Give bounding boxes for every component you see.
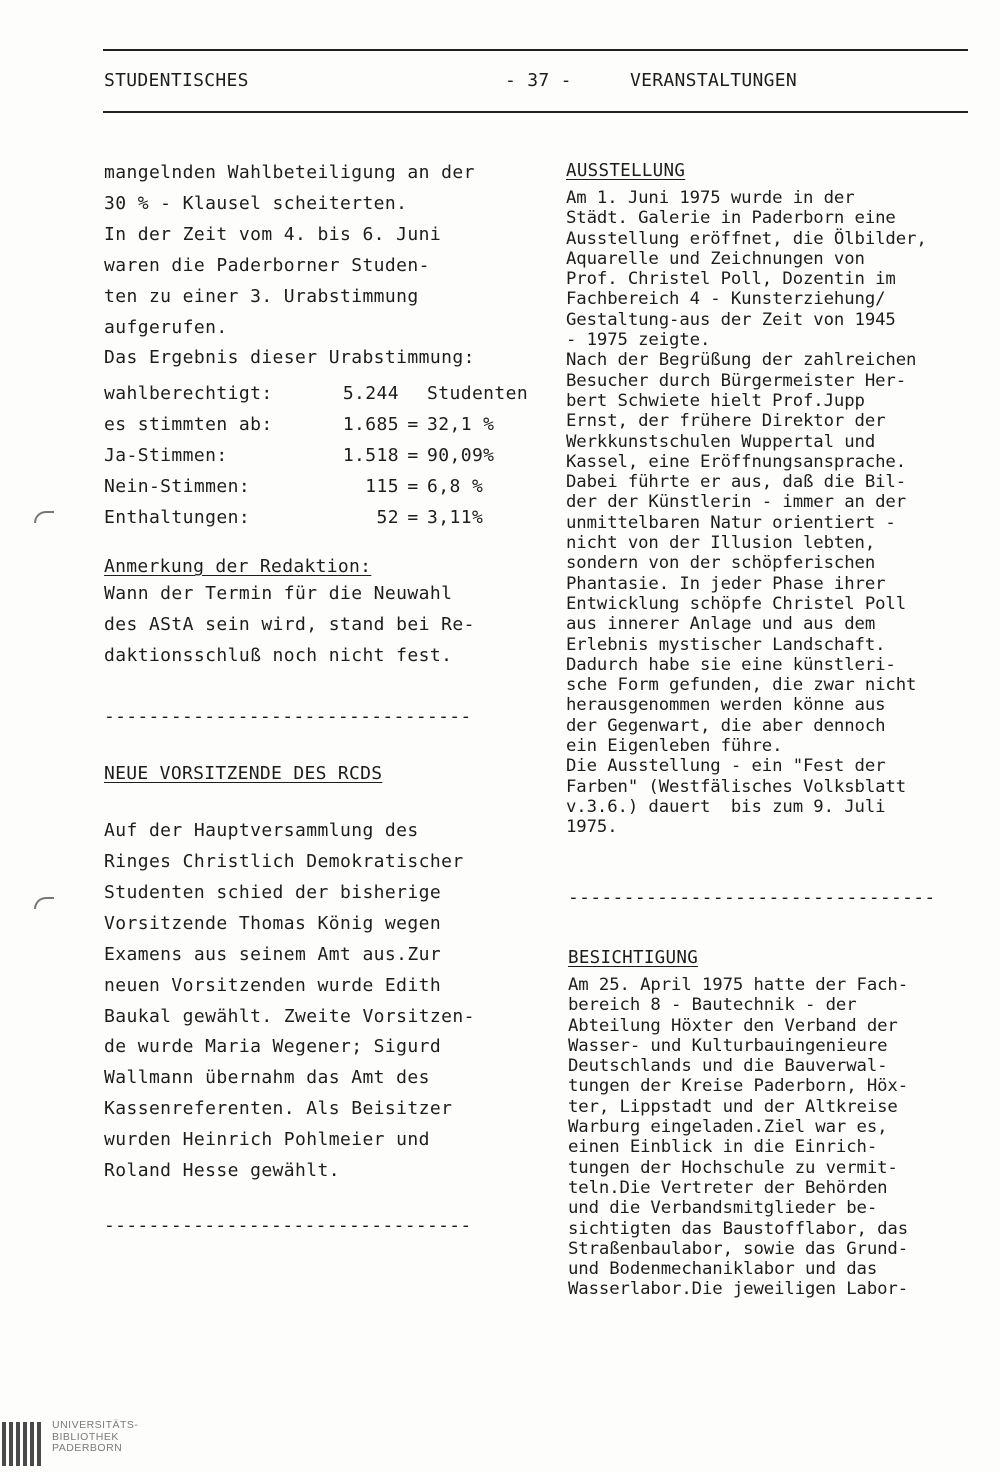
header-bottom-rule [103, 111, 968, 113]
separator-line: --------------------------------- [104, 1214, 472, 1236]
text-line: bert Schwiete hielt Prof.Jupp [566, 390, 865, 411]
text-line: Städt. Galerie in Paderborn eine [566, 208, 896, 229]
table-row [104, 409, 528, 440]
text-line: Farben" (Westfälisches Volksblatt [566, 776, 907, 797]
rcds-paragraph [104, 816, 529, 1187]
vote-value: 6,8 % [427, 476, 484, 498]
vote-label: Nein-Stimmen: [104, 476, 251, 498]
text-line: Kassel, eine Eröffnungsansprache. [566, 451, 907, 472]
text-line: Die Ausstellung - ein "Fest der [566, 756, 886, 777]
text-line: Erlebnis mystischer Landschaft. [566, 634, 886, 655]
vote-count: 115 [365, 476, 399, 498]
text-line: aufgerufen. [104, 316, 228, 338]
vote-value: 90,09% [427, 445, 495, 467]
text-line: de wurde Maria Wegener; Sigurd [104, 1036, 442, 1058]
text-line: Warburg eingeladen.Ziel war es, [568, 1117, 888, 1138]
vote-label: es stimmten ab: [104, 414, 273, 436]
vote-eq: = [407, 414, 419, 436]
text-line: Phantasie. In jeder Phase ihrer [566, 573, 886, 594]
text-line: - 1975 zeigte. [566, 330, 711, 351]
text-line: Kassenreferenten. Als Beisitzer [104, 1098, 453, 1120]
text-line: Auf der Hauptversammlung des [104, 820, 419, 842]
text-line: ter, Lippstadt und der Altkreise [568, 1096, 898, 1117]
text-line: Wann der Termin für die Neuwahl [104, 583, 453, 605]
text-line: ein Eigenleben führe. [566, 736, 783, 757]
punch-hole-mark [34, 511, 54, 523]
text-line: Besucher durch Bürgermeister Her- [566, 370, 907, 391]
text-line: Abteilung Höxter den Verband der [568, 1015, 898, 1036]
text-line: Ausstellung eröffnet, die Ölbilder, [566, 228, 927, 249]
text-line: Wasser- und Kulturbauingenieure [568, 1035, 888, 1056]
text-line: einen Einblick in die Einrich- [568, 1137, 878, 1158]
vote-label: wahlberechtigt: [104, 383, 273, 405]
text-line: Examens aus seinem Amt aus.Zur [104, 943, 442, 965]
text-line: Roland Hesse gewählt. [104, 1160, 340, 1182]
text-line: neuen Vorsitzenden wurde Edith [104, 974, 442, 996]
text-line: nicht von der Illusion lebten, [566, 533, 876, 554]
vote-value: Studenten [427, 383, 529, 405]
vote-eq: = [407, 507, 419, 529]
left-column [104, 158, 529, 1236]
text-line: teln.Die Vertreter der Behörden [568, 1177, 888, 1198]
separator-line: --------------------------------- [568, 887, 936, 908]
vote-value: 32,1 % [427, 414, 495, 436]
table-row [104, 502, 528, 533]
vote-value: 3,11% [427, 507, 484, 529]
vote-eq: = [407, 445, 419, 467]
text-line: Prof. Christel Poll, Dozentin im [566, 269, 896, 290]
text-line: Ringes Christlich Demokratischer [104, 850, 464, 872]
text-line: sche Form gefunden, die zwar nicht [566, 675, 917, 696]
vote-count: 1.685 [342, 414, 399, 436]
logo-bars-icon [2, 1422, 44, 1470]
text-line: Werkkunstschulen Wuppertal und [566, 431, 876, 452]
text-line: mangelnden Wahlbeteiligung an der [104, 162, 475, 183]
text-line: daktionsschluß noch nicht fest. [104, 645, 453, 667]
text-line: Ernst, der frühere Direktor der [566, 411, 886, 432]
logo-line: UNIVERSITÄTS- [52, 1419, 139, 1431]
exhibition-paragraph [566, 188, 1000, 838]
text-line: des AStA sein wird, stand bei Re- [104, 614, 475, 636]
text-line: tungen der Hochschule zu vermit- [568, 1157, 898, 1178]
logo-text [52, 1420, 138, 1455]
text-line: Gestaltung-aus der Zeit von 1945 [566, 309, 896, 330]
text-line: aus innerer Anlage und aus dem [566, 614, 876, 635]
rcds-heading: NEUE VORSITZENDE DES RCDS [104, 763, 383, 785]
text-line: unmittelbaren Natur orientiert - [566, 512, 896, 533]
library-logo [0, 1420, 150, 1472]
text-line: waren die Paderborner Studen- [104, 254, 430, 276]
exhibition-heading: AUSSTELLUNG [566, 161, 686, 181]
text-line: Studenten schied der bisherige [104, 881, 442, 903]
text-line: ten zu einer 3. Urabstimmung [104, 285, 419, 307]
vote-count: 1.518 [342, 445, 399, 467]
text-line: der Gegenwart, die aber dennoch [566, 715, 886, 736]
text-line: Am 25. April 1975 hatte der Fach- [568, 975, 909, 995]
text-line: Straßenbaulabor, sowie das Grund- [568, 1238, 909, 1259]
text-line: Baukal gewählt. Zweite Vorsitzen- [104, 1005, 475, 1027]
text-line: herausgenommen werden könne aus [566, 695, 886, 716]
text-line: Fachbereich 4 - Kunsterziehung/ [566, 289, 886, 310]
table-row [104, 440, 528, 471]
exhibition-section [566, 161, 1000, 838]
header-left: STUDENTISCHES [104, 70, 249, 91]
vote-count: 5.244 [342, 383, 399, 405]
vote-eq [399, 378, 427, 409]
punch-hole-mark [34, 897, 54, 909]
text-line: Dabei führte er aus, daß die Bil- [566, 472, 907, 493]
note-paragraph [104, 579, 529, 672]
text-line: bereich 8 - Bautechnik - der [568, 995, 857, 1016]
text-line: und die Verbandsmitglieder be- [568, 1198, 878, 1219]
text-line: Wasserlabor.Die jeweiligen Labor- [568, 1279, 909, 1300]
separator-line: --------------------------------- [104, 706, 472, 728]
text-line: wurden Heinrich Pohlmeier und [104, 1129, 430, 1151]
logo-line: BIBLIOTHEK [52, 1430, 119, 1443]
text-line: Das Ergebnis dieser Urabstimmung: [104, 347, 475, 369]
text-line: und Bodenmechaniklabor und das [568, 1259, 878, 1280]
text-line: Wallmann übernahm das Amt des [104, 1067, 430, 1089]
text-line: 30 % - Klausel scheiterten. [104, 192, 408, 214]
text-line: Nach der Begrüßung der zahlreichen [566, 350, 917, 371]
text-line: Deutschlands und die Bauverwal- [568, 1056, 888, 1077]
page-number: - 37 - [505, 70, 572, 91]
vote-eq: = [407, 476, 419, 498]
text-line: Dadurch habe sie eine künstleri- [566, 654, 896, 675]
header-right: VERANSTALTUNGEN [630, 70, 798, 91]
text-line: In der Zeit vom 4. bis 6. Juni [104, 223, 442, 245]
text-line: Vorsitzende Thomas König wegen [104, 912, 442, 934]
table-row [104, 471, 528, 502]
visit-heading: BESICHTIGUNG [568, 948, 699, 968]
intro-paragraph [104, 158, 529, 374]
vote-label: Enthaltungen: [104, 507, 251, 529]
text-line: sichtigten das Baustofflabor, das [568, 1218, 909, 1239]
visit-section [568, 948, 1000, 1300]
vote-results-table [104, 378, 528, 533]
table-row [104, 378, 528, 409]
text-line: der der Künstlerin - immer an der [566, 492, 907, 513]
vote-label: Ja-Stimmen: [104, 445, 228, 467]
visit-paragraph [568, 975, 1000, 1300]
text-line: tungen der Kreise Paderborn, Höx- [568, 1076, 909, 1097]
header-top-rule [103, 49, 968, 51]
text-line: sondern von der schöpferischen [566, 553, 876, 574]
vote-count: 52 [376, 507, 399, 529]
logo-line: PADERBORN [52, 1442, 123, 1454]
text-line: 1975. [566, 817, 618, 838]
text-line: Aquarelle und Zeichnungen von [566, 248, 865, 269]
text-line: v.3.6.) dauert bis zum 9. Juli [566, 796, 886, 817]
text-line: Am 1. Juni 1975 wurde in der [566, 188, 855, 208]
note-heading: Anmerkung der Redaktion: [104, 556, 372, 578]
text-line: Entwicklung schöpfe Christel Poll [566, 593, 907, 614]
